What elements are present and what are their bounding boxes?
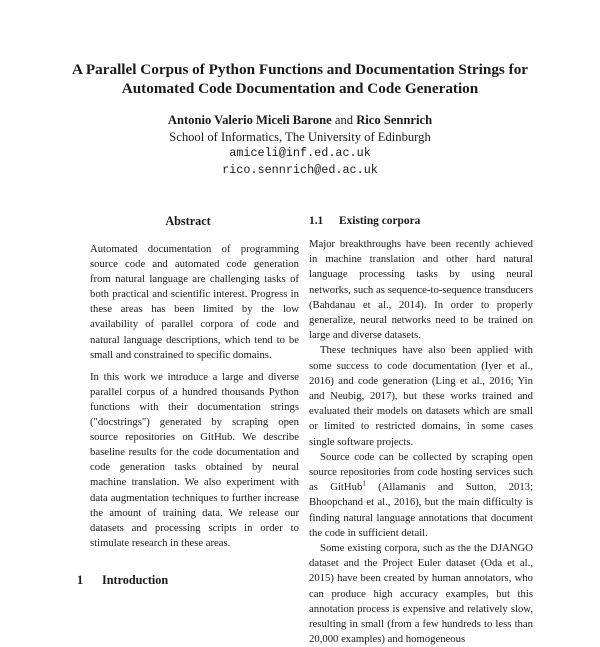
abstract-body <box>90 242 299 551</box>
author-1: Antonio Valerio Miceli Barone <box>167 113 332 127</box>
left-column <box>77 214 299 558</box>
body-paragraph-2: These techniques have also been applied with some success to code documentation (Iyer et al., 2016) and code generation (Ling et al., 2016; Yin and Neubig, 2017), but these works trained and evaluated their models on datasets which are small or limited to restricted domains, in some cases single software projects. <box>309 344 533 448</box>
title-line-1: A Parallel Corpus of Python Functions and Documentation Strings for <box>71 61 529 78</box>
subsection-title: Existing corpora <box>339 215 421 227</box>
author-names <box>40 112 560 129</box>
body-paragraph-1: Major breakthroughs have been recently achieved in machine translation and other hard natural language processing tasks by using neural networks, such as sequence-to-sequence transducers (Bahdanau et al., 2014). In order to properly generalize, neural networks need to be trained on large and diverse datasets. <box>309 238 533 342</box>
email-1: amiceli@inf.ed.ac.uk <box>229 146 371 160</box>
author-conjunction: and <box>334 113 354 127</box>
right-column <box>309 214 533 647</box>
abstract-paragraph-1: Automated documentation of programming source code and automated code generation from natural language are challenging tasks of both practical and scientific interest. Progress in these areas has been limited by the low availability of parallel corpora of code and natural language descriptions, which tend to be small and constrained to specific domains. <box>90 243 299 361</box>
section-title: Introduction <box>102 573 169 587</box>
subsection-heading <box>309 214 533 229</box>
body-paragraph-3-text-b: (Allamanis and Sutton, 2013; Bhoopchand et al., 2016), but the main difficulty is finding natural language annotations that document the code in sufficient detail. <box>309 481 533 539</box>
footnote-marker: 1 <box>362 479 366 488</box>
section-heading-introduction <box>77 573 168 588</box>
author-2: Rico Sennrich <box>356 113 433 127</box>
title-line-2: Automated Code Documentation and Code Generation <box>121 80 479 97</box>
body-paragraph-3 <box>309 450 533 541</box>
author-block <box>40 112 560 178</box>
subsection-number: 1.1 <box>309 215 324 227</box>
body-paragraph-3-text-a: Source code can be collected by scraping open source repositories from code hosting services such as GitHub <box>309 450 533 494</box>
abstract-paragraph-2: In this work we introduce a large and diverse parallel corpus of a hundred thousands Python functions with their documentation strings ("docstrings") generated by scraping open source repositories on GitHub. We describe baseline results for the code documentation and code generation tasks obtained by neural machine translation. We also experiment with data augmentation techniques to further increase the amount of training data. We release our datasets and processing scripts in order to stimulate research in these areas. <box>90 370 299 549</box>
affiliation: School of Informatics, The University of Edinburgh <box>169 129 431 144</box>
section-number: 1 <box>77 573 84 587</box>
email-2: rico.sennrich@ed.ac.uk <box>222 162 378 177</box>
abstract-heading: Abstract <box>165 214 211 228</box>
paper-title <box>40 60 560 98</box>
body-paragraph-4: Some existing corpora, such as the the DJANGO dataset and the Project Euler dataset (Oda et al., 2015) have been created by human annotators, who can produce high accuracy examples, but this annotation process is expensive and relatively slow, resulting in small (from a few hundreds to less than 20,000 examples) and homogeneous <box>309 542 533 646</box>
subsection-body <box>309 237 533 647</box>
